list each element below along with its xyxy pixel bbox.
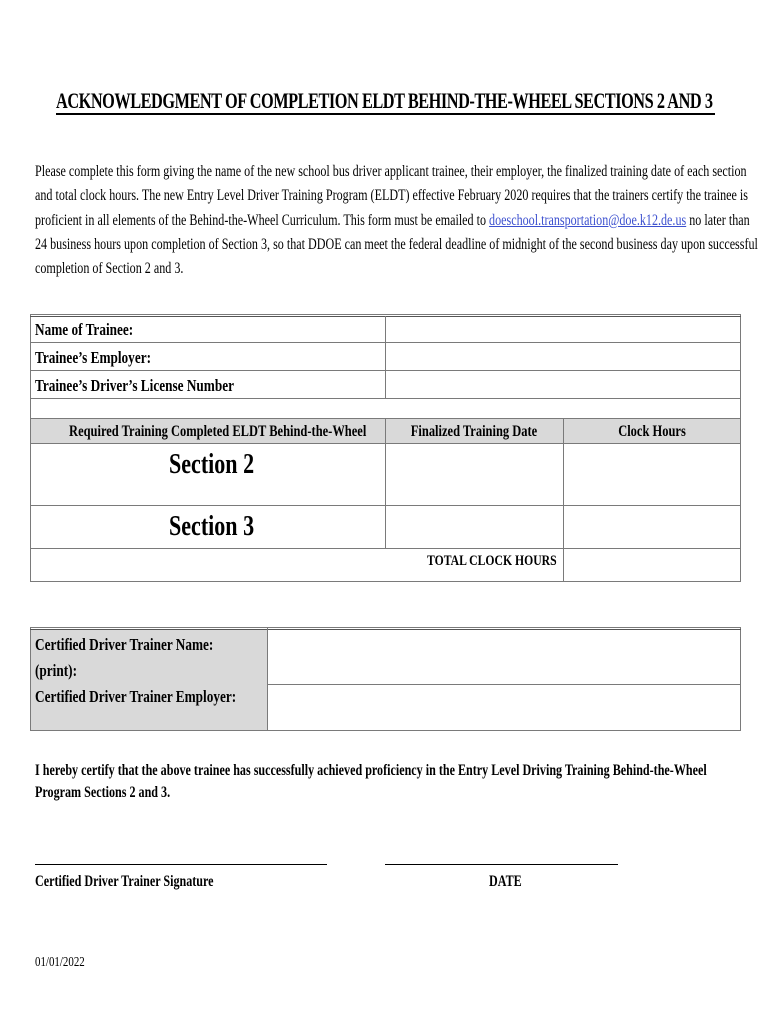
total-clock-hours-label: TOTAL CLOCK HOURS [427,553,557,569]
row-divider [30,398,741,399]
trainer-name-label: Certified Driver Trainer Name: [35,635,214,654]
date-label: DATE [489,873,522,890]
trainee-employer-label: Trainee’s Employer: [35,348,152,367]
date-column-header: Finalized Training Date [410,423,538,440]
trainer-employer-label: Certified Driver Trainer Employer: [35,687,237,706]
training-column-header: Required Training Completed ELDT Behind-the-Wheel [69,423,367,440]
trainee-employer-field[interactable] [386,343,740,370]
hours-column-header: Clock Hours [618,423,686,440]
section-2-label: Section 2 [169,448,255,480]
date-line[interactable] [385,864,618,865]
form-title: ACKNOWLEDGMENT OF COMPLETION ELDT BEHIND-THE-WHEEL SECTIONS 2 AND 3 [56,88,713,113]
trainer-employer-field[interactable] [268,685,740,730]
instructions-line: 24 business hours upon completion of Section 3, so that DDOE can meet the federal deadline of midnight of the second business day upon successful [35,235,758,253]
trainee-license-field[interactable] [386,371,740,398]
title-underline [56,113,715,115]
section-2-date-field[interactable] [386,444,562,505]
email-link[interactable]: doeschool.transportation@doe.k12.de.us [489,211,687,229]
instructions-text: proficient in all elements of the Behind-the-Wheel Curriculum. This form must be emailed to [35,211,490,229]
section-3-label: Section 3 [169,510,255,542]
certification-statement: I hereby certify that the above trainee has successfully achieved proficiency in the Entry Level Driving Training Behind-the-Wheel Program Sections 2 and 3. [35,762,707,801]
trainee-name-field[interactable] [386,317,740,342]
instructions-line: and total clock hours. The new Entry Level Driver Training Program (ELDT) effective February 2020 requires that the trainers certify the trainee is [35,187,748,205]
trainer-name-field[interactable] [268,630,740,684]
instructions-line: Please complete this form giving the name of the new school bus driver applicant trainee, their employer, the finalized training date of each section [35,163,747,180]
trainee-license-label: Trainee’s Driver’s License Number [35,376,234,395]
signature-line[interactable] [35,864,327,865]
instructions-line [35,209,750,233]
trainer-print-label: (print): [35,661,77,680]
section-2-hours-field[interactable] [564,444,740,505]
instructions-line: completion of Section 2 and 3. [35,260,184,278]
form-revision-date: 01/01/2022 [35,955,85,970]
trainee-name-label: Name of Trainee: [35,320,134,339]
instructions-paragraph [35,160,758,281]
signature-label: Certified Driver Trainer Signature [35,873,214,890]
section-3-hours-field[interactable] [564,506,740,548]
section-3-date-field[interactable] [386,506,562,548]
total-clock-hours-field[interactable] [564,549,740,581]
instructions-text: no later than [686,211,750,229]
